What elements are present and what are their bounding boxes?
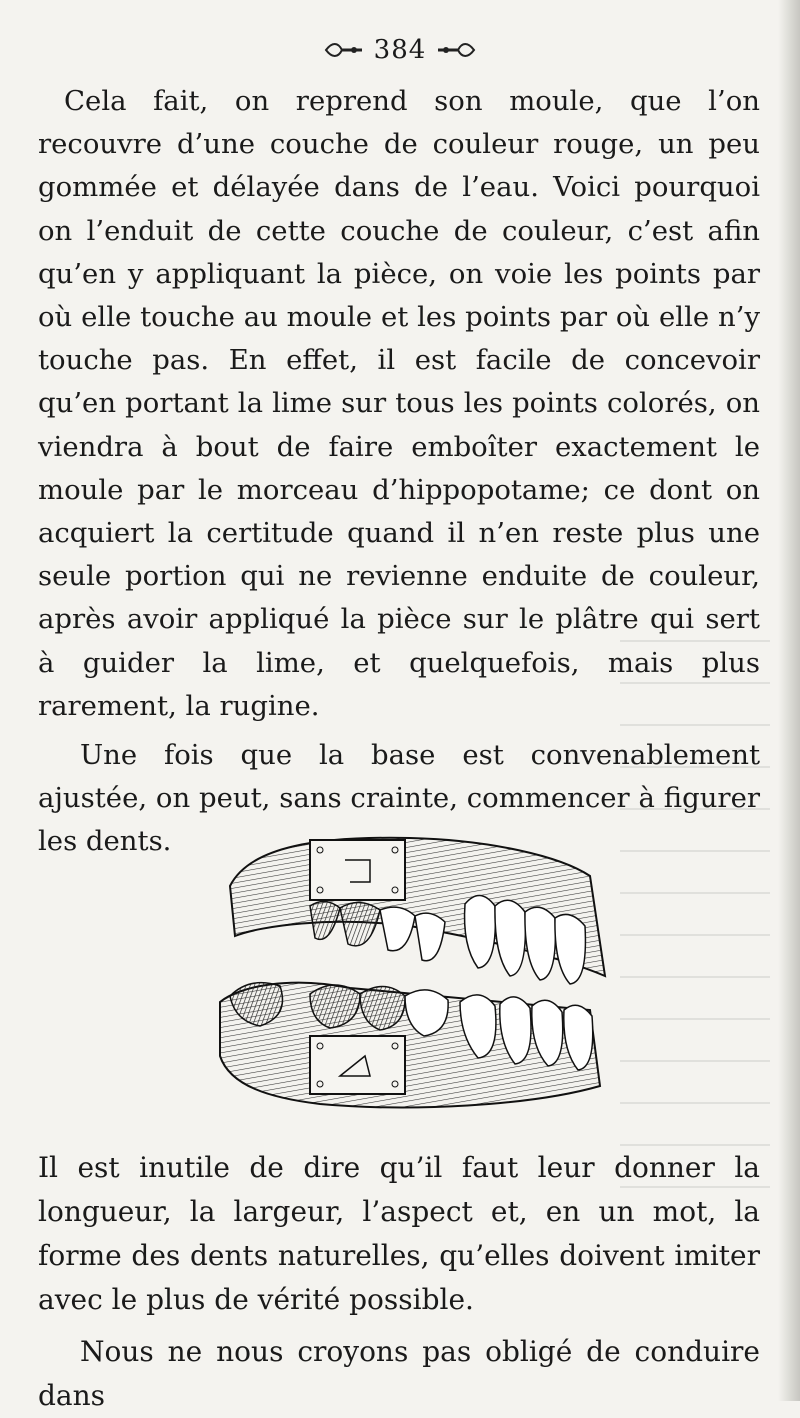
dental-prosthesis-figure bbox=[210, 826, 620, 1122]
body-text-top bbox=[38, 80, 760, 864]
left-ornament-icon bbox=[324, 40, 364, 60]
paragraph-3: Il est inutile de dire qu’il faut leur donner la longueur, la largeur, l’aspect et, en un mot, la forme des dents naturelles, qu’elles doivent imiter avec le plus de vérité possible. bbox=[38, 1151, 760, 1316]
right-ornament-icon bbox=[436, 40, 476, 60]
paragraph-1: Cela fait, on reprend son moule, que l’on recouvre d’une couche de couleur rouge, un peu gommée et délayée dans de l’eau. Voici pourquoi on l’enduit de cette couche de couleur, c’est afin qu’en y appliquant la pièce, on voie les points par où elle touche au moule et les points par où elle n’y touche pas. En effet, il est facile de concevoir qu’en portant la lime sur tous les points colorés, on viendra à bout de faire emboîter exactement le moule par le morceau d’hippopotame; ce dont on acquiert la certitude quand il n’en reste plus une seule portion qui ne revienne enduite de couleur, après avoir appliqué la pièce sur le plâtre qui sert à guider la lime, et quelquefois, mais plus rarement, la rugine. bbox=[38, 85, 760, 722]
page-header bbox=[0, 30, 800, 70]
paragraph-2: Une fois que la base est convenablement ajustée, on peut, sans crainte, commencer à figurer les dents. bbox=[38, 739, 760, 858]
paragraph-4: Nous ne nous croyons pas obligé de conduire dans bbox=[38, 1335, 760, 1412]
page-number: 384 bbox=[373, 35, 427, 65]
page-edge-shadow bbox=[778, 0, 800, 1401]
body-text-bottom bbox=[38, 1146, 760, 1418]
dentures-engraving bbox=[210, 826, 620, 1122]
